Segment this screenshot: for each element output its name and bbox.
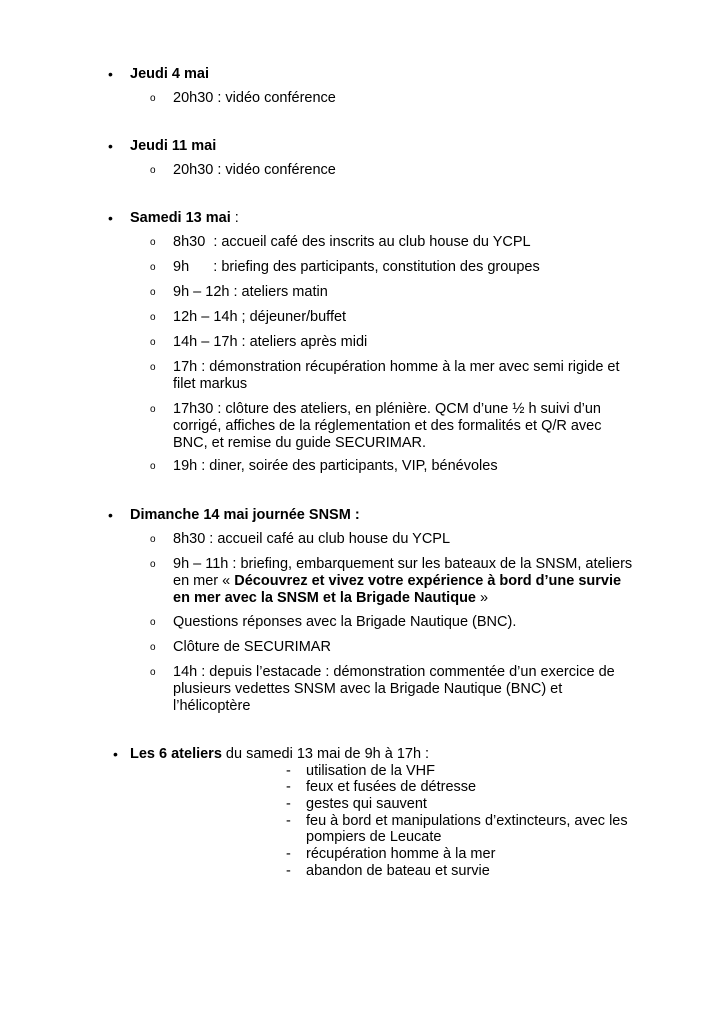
schedule-item-continuation: corrigé, affiches de la réglementation et des formalités et Q/R avec (173, 418, 602, 434)
schedule-item-continuation: filet markus (173, 376, 248, 392)
schedule-item: 19h : diner, soirée des participants, VIP, bénévoles (173, 458, 498, 474)
dash-marker: - (286, 763, 291, 779)
schedule-item: 20h30 : vidéo conférence (173, 90, 336, 106)
sub-bullet-marker: o (150, 404, 156, 415)
bullet-marker: • (108, 66, 113, 82)
schedule-item: 8h30 : accueil café au club house du YCPL (173, 531, 451, 547)
schedule-item: 17h : démonstration récupération homme à la mer avec semi rigide et (173, 359, 620, 375)
ateliers-heading: Les 6 ateliers du samedi 13 mai de 9h à 17h : (130, 746, 430, 762)
atelier-item: feu à bord et manipulations d’extincteurs, avec les (306, 813, 628, 829)
dash-marker: - (286, 846, 291, 862)
schedule-item-continuation: BNC, et remise du guide SECURIMAR. (173, 435, 427, 451)
sub-bullet-marker: o (150, 262, 156, 273)
sub-bullet-marker: o (150, 362, 156, 373)
sub-bullet-marker: o (150, 461, 156, 472)
sub-bullet-marker: o (150, 617, 156, 628)
atelier-item: feux et fusées de détresse (306, 779, 477, 795)
sub-bullet-marker: o (150, 667, 156, 678)
schedule-item: 8h30 : accueil café des inscrits au club house du YCPL (173, 234, 531, 250)
schedule-item: 9h : briefing des participants, constitution des groupes (173, 259, 540, 275)
sub-bullet-marker: o (150, 337, 156, 348)
schedule-item: 9h – 11h : briefing, embarquement sur les bateaux de la SNSM, ateliers (173, 556, 633, 572)
schedule-item: 9h – 12h : ateliers matin (173, 284, 328, 300)
bullet-marker: • (108, 507, 113, 523)
schedule-item: Clôture de SECURIMAR (173, 639, 331, 655)
atelier-item-continuation: pompiers de Leucate (306, 829, 442, 845)
atelier-item: abandon de bateau et survie (306, 863, 490, 879)
sub-bullet-marker: o (150, 237, 156, 248)
sub-bullet-marker: o (150, 642, 156, 653)
dash-marker: - (286, 796, 291, 812)
dash-marker: - (286, 779, 291, 795)
section-heading: Dimanche 14 mai journée SNSM : (130, 507, 360, 523)
sub-bullet-marker: o (150, 312, 156, 323)
schedule-item-continuation: en mer « Découvrez et vivez votre expérience à bord d’une survie (173, 573, 622, 589)
atelier-item: utilisation de la VHF (306, 763, 435, 779)
schedule-item-continuation: l’hélicoptère (173, 698, 251, 714)
schedule-item: 14h : depuis l’estacade : démonstration commentée d’un exercice de (173, 664, 615, 680)
sub-bullet-marker: o (150, 534, 156, 545)
bullet-marker: • (113, 746, 118, 762)
dash-marker: - (286, 863, 291, 879)
bullet-marker: • (108, 138, 113, 154)
section-heading: Samedi 13 mai : (130, 210, 239, 226)
section-heading: Jeudi 11 mai (130, 138, 217, 154)
section-heading: Jeudi 4 mai (130, 66, 209, 82)
schedule-item: 12h – 14h ; déjeuner/buffet (173, 309, 347, 325)
bullet-marker: • (108, 210, 113, 226)
schedule-item-continuation: en mer avec la SNSM et la Brigade Nautique » (173, 590, 489, 606)
atelier-item: récupération homme à la mer (306, 846, 496, 862)
sub-bullet-marker: o (150, 287, 156, 298)
schedule-item: 17h30 : clôture des ateliers, en plénière. QCM d’une ½ h suivi d’un (173, 401, 601, 417)
schedule-item-continuation: plusieurs vedettes SNSM avec la Brigade Nautique (BNC) et (173, 681, 563, 697)
schedule-item: Questions réponses avec la Brigade Nautique (BNC). (173, 614, 517, 630)
schedule-item: 14h – 17h : ateliers après midi (173, 334, 368, 350)
sub-bullet-marker: o (150, 559, 156, 570)
sub-bullet-marker: o (150, 93, 156, 104)
atelier-item: gestes qui sauvent (306, 796, 427, 812)
dash-marker: - (286, 813, 291, 829)
sub-bullet-marker: o (150, 165, 156, 176)
schedule-item: 20h30 : vidéo conférence (173, 162, 336, 178)
